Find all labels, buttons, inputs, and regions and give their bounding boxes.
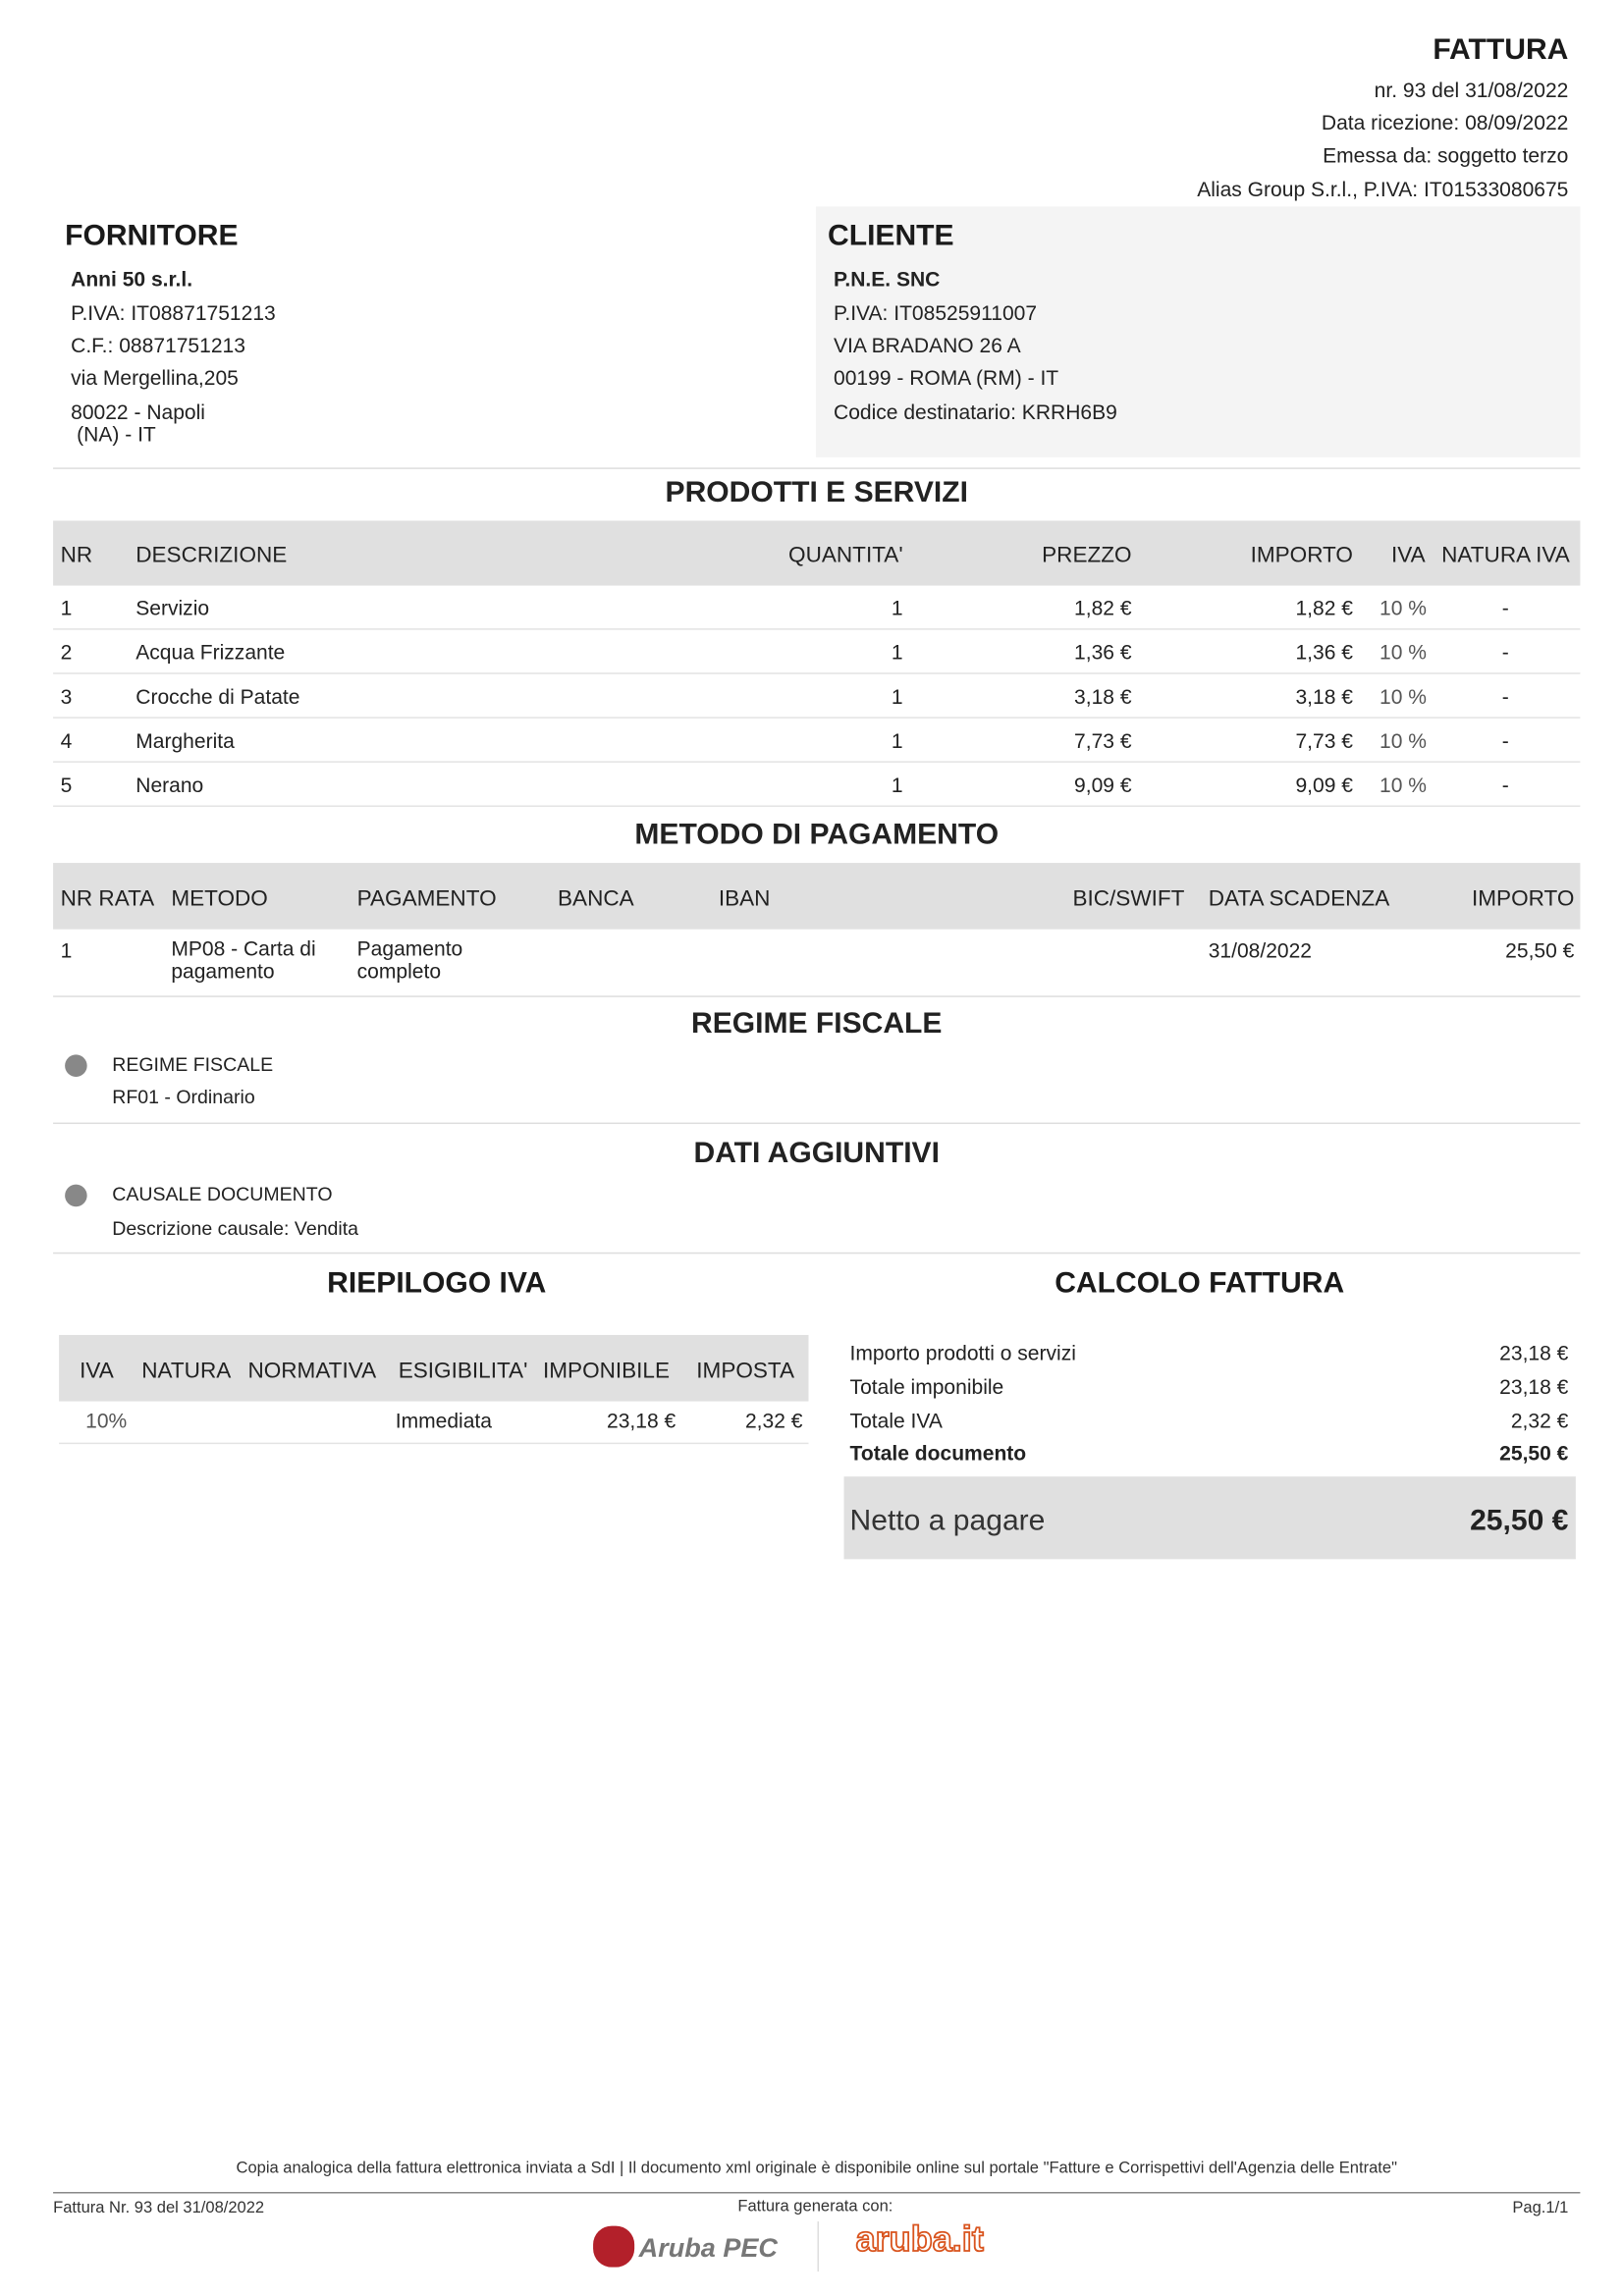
footer-generated: Fattura generata con: [737, 2198, 893, 2216]
payment-type: Pagamento completo [356, 936, 463, 983]
vat-table-header [59, 1335, 808, 1402]
calc-value: 23,18 € [1499, 1374, 1569, 1399]
col-metodo: METODO [171, 886, 268, 912]
received-date: Data ricezione: 08/09/2022 [1321, 110, 1569, 134]
supplier-province: (NA) - IT [77, 421, 156, 446]
col-normativa: NORMATIVA [247, 1358, 377, 1384]
cell-qty: 1 [891, 684, 903, 709]
net-payable-box [844, 1476, 1576, 1559]
col-importo: IMPORTO [1250, 542, 1353, 568]
cell-amount: 1,36 € [1295, 640, 1353, 665]
footer-disclaimer: Copia analogica della fattura elettronica inviata a SdI | Il documento xml originale è disponibile online sul portale "Fatture e Corrispettivi dell'Agenzia delle Entrate" [236, 2159, 1397, 2177]
vat-rate: 10% [85, 1409, 128, 1433]
payment-heading: METODO DI PAGAMENTO [634, 818, 1000, 852]
invoice-number: nr. 93 del 31/08/2022 [1374, 78, 1569, 102]
net-value: 25,50 € [1470, 1504, 1569, 1537]
cell-qty: 1 [891, 596, 903, 620]
cell-amount: 9,09 € [1295, 773, 1353, 797]
vat-imponibile: 23,18 € [607, 1409, 676, 1433]
cell-qty: 1 [891, 640, 903, 665]
supplier-name: Anni 50 s.r.l. [71, 266, 193, 292]
col-imponibile: IMPONIBILE [542, 1358, 671, 1384]
client-city: 00199 - ROMA (RM) - IT [834, 365, 1059, 390]
payment-amount: 25,50 € [1505, 937, 1575, 962]
row-divider [53, 717, 1580, 719]
calc-value: 23,18 € [1499, 1340, 1569, 1364]
supplier-city: 80022 - Napoli [71, 400, 205, 424]
logo-separator [817, 2221, 819, 2271]
supplier-heading: FORNITORE [65, 219, 239, 252]
payment-table-header [53, 863, 1580, 930]
client-box [816, 206, 1580, 456]
col-quantita: QUANTITA' [788, 542, 903, 568]
aruba-pec-logo-icon [593, 2226, 634, 2268]
col-prezzo: PREZZO [1042, 542, 1132, 568]
bullet-icon [65, 1054, 87, 1077]
extra-value: Descrizione causale: Vendita [112, 1216, 359, 1240]
col-descrizione: DESCRIZIONE [135, 542, 288, 568]
footer-page: Pag.1/1 [1512, 2199, 1569, 2217]
payment-method: MP08 - Carta di pagamento [171, 936, 316, 983]
calc-value: 2,32 € [1510, 1409, 1569, 1433]
cell-iva: 10 % [1380, 773, 1427, 797]
payment-due: 31/08/2022 [1208, 937, 1313, 962]
vat-imposta: 2,32 € [744, 1409, 803, 1433]
cell-nr: 3 [60, 684, 73, 709]
regime-label: REGIME FISCALE [112, 1052, 274, 1076]
cell-iva: 10 % [1380, 596, 1427, 620]
col-iva: IVA [1391, 542, 1426, 568]
row-divider [53, 628, 1580, 630]
cell-qty: 1 [891, 773, 903, 797]
calc-heading: CALCOLO FATTURA [1055, 1266, 1345, 1300]
col-importo: IMPORTO [1471, 886, 1575, 912]
footer-divider [53, 2192, 1580, 2194]
regime-value: RF01 - Ordinario [112, 1085, 255, 1108]
row-divider [53, 672, 1580, 674]
cell-desc: Servizio [135, 596, 210, 620]
products-table-header [53, 520, 1580, 585]
client-code: Codice destinatario: KRRH6B9 [834, 400, 1117, 424]
invoice-title: FATTURA [1433, 33, 1569, 67]
cell-iva: 10 % [1380, 728, 1427, 753]
cell-nr: 2 [60, 640, 73, 665]
cell-natura: - [1501, 596, 1509, 620]
divider [59, 1443, 808, 1445]
cell-nr: 1 [60, 596, 73, 620]
col-iva: IVA [80, 1358, 114, 1384]
cell-price: 7,73 € [1074, 728, 1132, 753]
row-divider [53, 805, 1580, 807]
cell-desc: Acqua Frizzante [135, 640, 286, 665]
col-nr-rata: NR RATA [60, 886, 155, 912]
client-name: P.N.E. SNC [834, 266, 941, 292]
calc-value: 25,50 € [1499, 1441, 1569, 1466]
client-address: VIA BRADANO 26 A [834, 333, 1021, 357]
col-natura: NATURA [141, 1358, 232, 1384]
calc-label: Totale documento [849, 1441, 1027, 1466]
cell-desc: Margherita [135, 728, 235, 753]
supplier-address: via Mergellina,205 [71, 365, 239, 390]
payment-nr: 1 [60, 937, 73, 962]
col-iban: IBAN [718, 886, 771, 912]
cell-amount: 1,82 € [1295, 596, 1353, 620]
col-banca: BANCA [558, 886, 634, 912]
supplier-cf: C.F.: 08871751213 [71, 333, 245, 357]
col-natura-iva: NATURA IVA [1441, 542, 1570, 568]
aruba-pec-logo: Aruba PEC [638, 2233, 778, 2264]
cell-price: 9,09 € [1074, 773, 1132, 797]
supplier-box [53, 206, 808, 456]
row-divider [53, 761, 1580, 763]
col-pagamento: PAGAMENTO [356, 886, 497, 912]
vat-summary-heading: RIEPILOGO IVA [327, 1266, 547, 1300]
regime-heading: REGIME FISCALE [690, 1007, 943, 1041]
bullet-icon [65, 1185, 87, 1207]
cell-qty: 1 [891, 728, 903, 753]
issued-by: Emessa da: soggetto terzo [1323, 142, 1569, 167]
issuer: Alias Group S.r.l., P.IVA: IT01533080675 [1197, 177, 1569, 201]
cell-price: 1,36 € [1074, 640, 1132, 665]
cell-iva: 10 % [1380, 684, 1427, 709]
extra-heading: DATI AGGIUNTIVI [693, 1137, 940, 1170]
cell-desc: Crocche di Patate [135, 684, 300, 709]
cell-natura: - [1501, 640, 1509, 665]
supplier-piva: P.IVA: IT08871751213 [71, 300, 276, 325]
calc-label: Totale IVA [849, 1409, 943, 1433]
net-label: Netto a pagare [849, 1504, 1046, 1537]
products-heading: PRODOTTI E SERVIZI [665, 476, 968, 509]
calc-label: Importo prodotti o servizi [849, 1340, 1076, 1364]
cell-nr: 4 [60, 728, 73, 753]
col-esigibilita: ESIGIBILITA' [398, 1358, 528, 1384]
cell-price: 3,18 € [1074, 684, 1132, 709]
divider [53, 1253, 1580, 1255]
divider [53, 467, 1580, 469]
cell-natura: - [1501, 728, 1509, 753]
col-imposta: IMPOSTA [696, 1358, 795, 1384]
footer-invoice-ref: Fattura Nr. 93 del 31/08/2022 [53, 2199, 265, 2217]
calc-label: Totale imponibile [849, 1374, 1004, 1399]
col-nr: NR [60, 542, 93, 568]
vat-esigibilita: Immediata [395, 1409, 492, 1433]
divider [53, 995, 1580, 997]
client-heading: CLIENTE [828, 219, 954, 252]
extra-label: CAUSALE DOCUMENTO [112, 1183, 333, 1205]
cell-desc: Nerano [135, 773, 204, 797]
client-piva: P.IVA: IT08525911007 [834, 300, 1038, 325]
cell-iva: 10 % [1380, 640, 1427, 665]
col-bic: BIC/SWIFT [1072, 886, 1185, 912]
cell-nr: 5 [60, 773, 73, 797]
cell-natura: - [1501, 773, 1509, 797]
cell-price: 1,82 € [1074, 596, 1132, 620]
aruba-it-logo: aruba.it [855, 2219, 984, 2261]
cell-amount: 3,18 € [1295, 684, 1353, 709]
col-data-scadenza: DATA SCADENZA [1208, 886, 1390, 912]
divider [53, 1123, 1580, 1125]
cell-natura: - [1501, 684, 1509, 709]
cell-amount: 7,73 € [1295, 728, 1353, 753]
